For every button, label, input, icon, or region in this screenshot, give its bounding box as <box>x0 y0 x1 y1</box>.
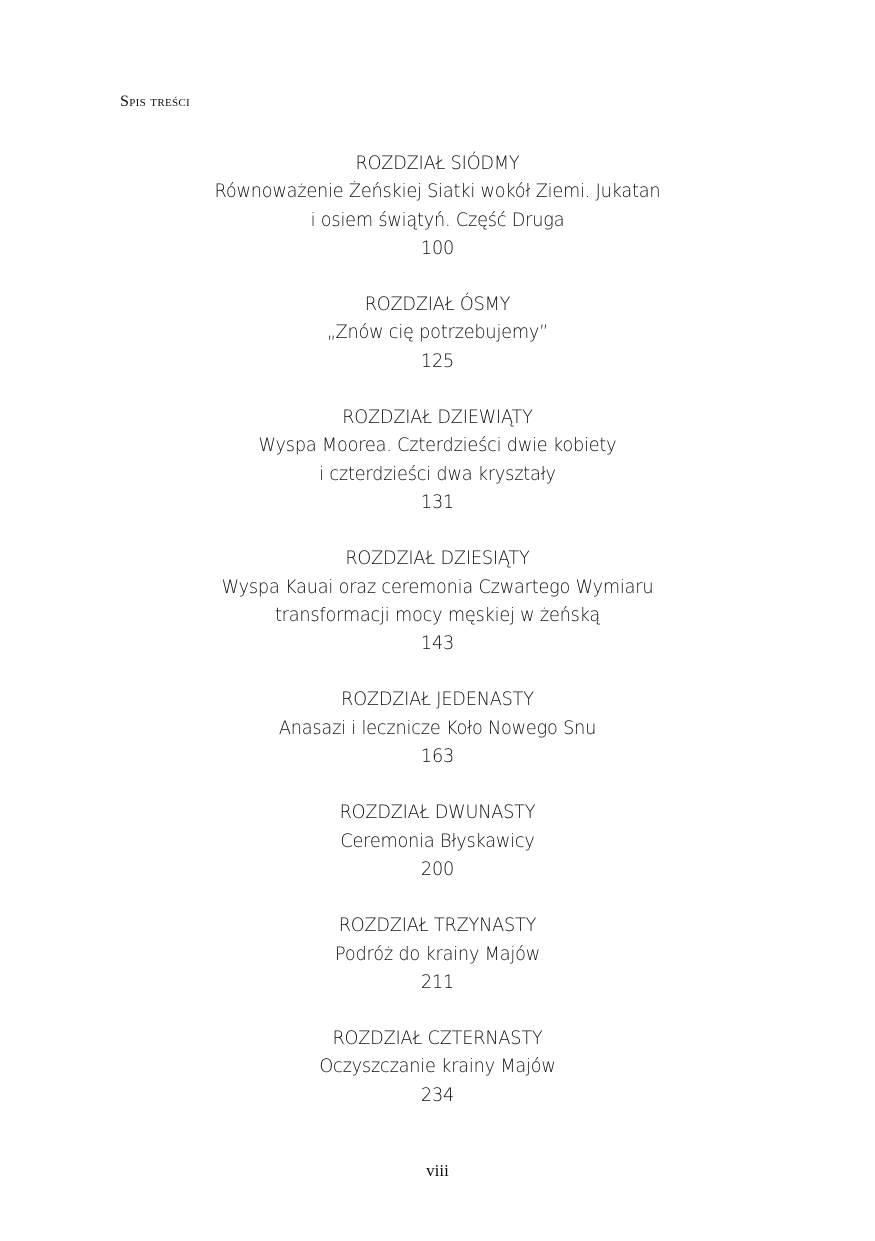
chapter-title-line: Wyspa Moorea. Czterdzieści dwie kobiety <box>258 434 617 457</box>
toc-entry <box>0 685 875 770</box>
chapter-title-line: transformacji mocy męskiej w żeńską <box>274 603 601 626</box>
chapter-heading: ROZDZIAŁ ÓSMY <box>364 293 511 316</box>
chapter-page-number: 100 <box>420 236 455 259</box>
chapter-page-number: 125 <box>420 349 455 372</box>
toc-entry <box>0 911 875 996</box>
chapter-title-line: Oczyszczanie krainy Majów <box>319 1055 556 1078</box>
chapter-heading: ROZDZIAŁ DZIEWIĄTY <box>342 406 533 429</box>
chapter-page-number: 200 <box>420 857 455 880</box>
chapter-title-line: Wyspa Kauai oraz ceremonia Czwartego Wymiaru <box>221 575 654 598</box>
chapter-heading: ROZDZIAŁ JEDENASTY <box>341 688 534 711</box>
toc-entry <box>0 403 875 516</box>
toc-entry <box>0 290 875 375</box>
chapter-title-line: Podróż do krainy Majów <box>335 942 540 965</box>
toc-entry <box>0 149 875 262</box>
chapter-title-line: Równoważenie Żeńskiej Siatki wokół Ziemi. Jukatan <box>214 180 661 203</box>
chapter-heading: ROZDZIAŁ DZIESIĄTY <box>345 547 530 570</box>
chapter-heading: ROZDZIAŁ TRZYNASTY <box>338 914 537 937</box>
chapter-page-number: 211 <box>420 970 455 993</box>
chapter-heading: ROZDZIAŁ SIÓDMY <box>355 152 520 174</box>
chapter-page-number: 234 <box>420 1083 455 1106</box>
table-of-contents <box>0 149 875 1137</box>
toc-entry <box>0 798 875 883</box>
chapter-title-line: Anasazi i lecznicze Koło Nowego Snu <box>278 716 597 739</box>
chapter-page-number: 143 <box>420 632 455 655</box>
toc-entry <box>0 544 875 657</box>
chapter-title-line: „Znów cię potrzebujemy” <box>326 321 549 344</box>
toc-entry <box>0 1024 875 1109</box>
chapter-page-number: 131 <box>420 490 455 513</box>
chapter-title-line: Ceremonia Błyskawicy <box>340 829 535 852</box>
chapter-heading: ROZDZIAŁ DWUNASTY <box>339 801 536 824</box>
chapter-title-line: i czterdzieści dwa kryształy <box>319 462 556 485</box>
chapter-heading: ROZDZIAŁ CZTERNASTY <box>332 1027 543 1050</box>
chapter-title-line: i osiem świątyń. Część Druga <box>310 208 565 231</box>
page-number: viii <box>426 1161 449 1180</box>
running-head: Spis treści <box>120 93 190 110</box>
chapter-page-number: 163 <box>420 745 455 768</box>
